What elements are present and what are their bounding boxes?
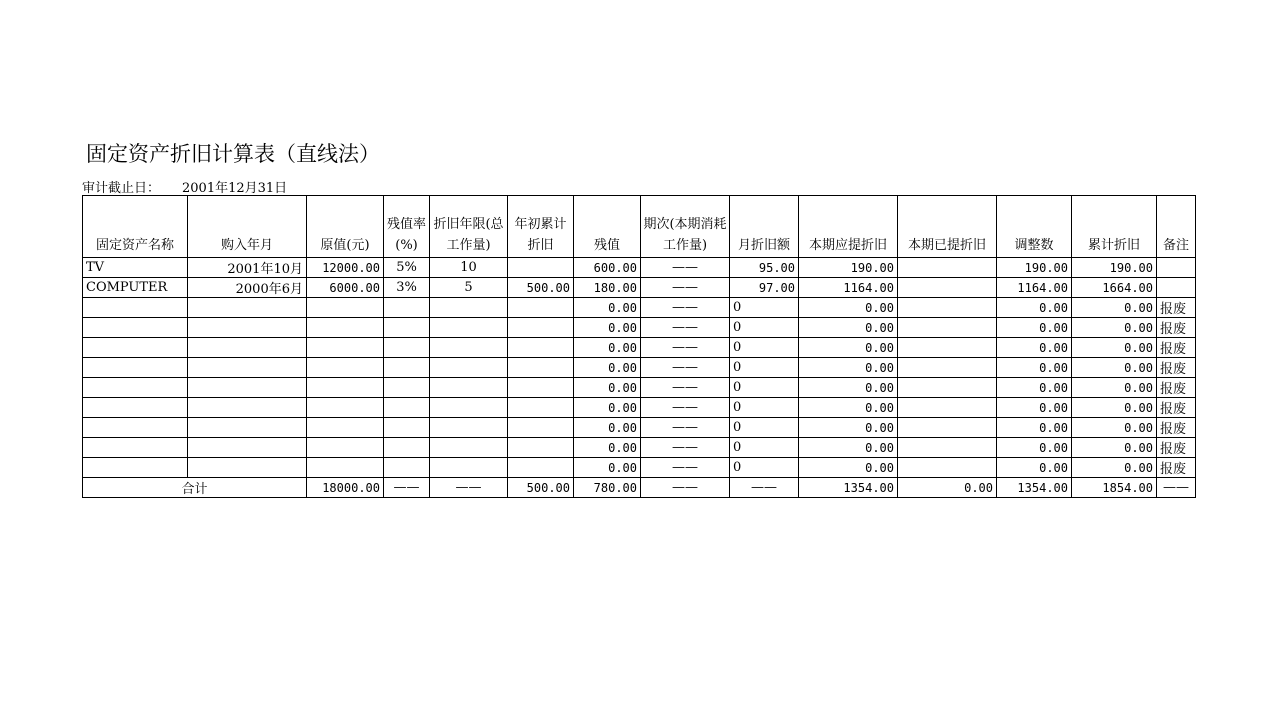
total-cell: ——: [1157, 478, 1196, 498]
table-cell: [898, 358, 997, 378]
header-cell: 备注: [1157, 196, 1196, 258]
table-cell: 0.00: [574, 398, 641, 418]
table-cell: [188, 378, 307, 398]
table-cell: 报废: [1157, 458, 1196, 478]
table-cell: 0.00: [574, 438, 641, 458]
table-cell: [898, 278, 997, 298]
table-cell: [83, 458, 188, 478]
table-cell: [508, 358, 574, 378]
table-cell: 报废: [1157, 298, 1196, 318]
table-row: [83, 418, 1196, 438]
table-cell: 0.00: [1072, 358, 1157, 378]
table-cell: 6000.00: [307, 278, 384, 298]
header-cell: 原值(元): [307, 196, 384, 258]
table-cell: 0.00: [1072, 418, 1157, 438]
table-row: [83, 378, 1196, 398]
table-cell: [508, 318, 574, 338]
page-title: 固定资产折旧计算表（直线法）: [86, 142, 380, 166]
table-cell: 190.00: [799, 258, 898, 278]
total-cell: 1354.00: [799, 478, 898, 498]
table-cell: [384, 318, 430, 338]
table-cell: 0.00: [1072, 398, 1157, 418]
table-cell: [307, 418, 384, 438]
table-cell: 0: [730, 458, 799, 478]
table-cell: [898, 298, 997, 318]
total-label: 合计: [83, 478, 307, 498]
total-cell: 780.00: [574, 478, 641, 498]
header-cell: 折旧年限(总工作量): [430, 196, 508, 258]
table-cell: [307, 318, 384, 338]
table-cell: 0.00: [1072, 438, 1157, 458]
table-row: [83, 298, 1196, 318]
table-cell: [430, 318, 508, 338]
header-cell: 残值: [574, 196, 641, 258]
table-cell: 2000年6月: [188, 278, 307, 298]
table-cell: 报废: [1157, 358, 1196, 378]
table-cell: 0.00: [574, 378, 641, 398]
table-cell: 报废: [1157, 438, 1196, 458]
table-row: [83, 358, 1196, 378]
total-cell: ——: [641, 478, 730, 498]
header-cell: 本期应提折旧: [799, 196, 898, 258]
table-cell: [1157, 278, 1196, 298]
table-cell: 5%: [384, 258, 430, 278]
header-cell: 月折旧额: [730, 196, 799, 258]
table-cell: 0.00: [997, 338, 1072, 358]
table-cell: [307, 358, 384, 378]
table-cell: [430, 438, 508, 458]
table-cell: COMPUTER: [83, 278, 188, 298]
table-cell: [1157, 258, 1196, 278]
total-cell: ——: [730, 478, 799, 498]
table-cell: [508, 398, 574, 418]
table-cell: ——: [641, 378, 730, 398]
table-row: [83, 398, 1196, 418]
table-cell: 0.00: [799, 458, 898, 478]
table-cell: 0.00: [799, 438, 898, 458]
table-cell: [898, 258, 997, 278]
audit-date-label: 审计截止日：: [82, 181, 161, 196]
table-cell: 600.00: [574, 258, 641, 278]
table-cell: 95.00: [730, 258, 799, 278]
table-cell: [384, 458, 430, 478]
header-cell: 年初累计折旧: [508, 196, 574, 258]
table-cell: 0.00: [997, 458, 1072, 478]
table-cell: 190.00: [1072, 258, 1157, 278]
table-cell: 0.00: [799, 378, 898, 398]
table-cell: 0.00: [997, 438, 1072, 458]
table-cell: [430, 458, 508, 478]
table-cell: 0.00: [799, 298, 898, 318]
table-row: [83, 278, 1196, 298]
table-cell: [384, 378, 430, 398]
table-cell: [430, 378, 508, 398]
table-row: [83, 338, 1196, 358]
total-cell: ——: [384, 478, 430, 498]
header-cell: 本期已提折旧: [898, 196, 997, 258]
table-cell: [188, 438, 307, 458]
table-cell: 报废: [1157, 398, 1196, 418]
table-cell: 0.00: [997, 298, 1072, 318]
audit-date-line: [82, 177, 287, 196]
table-cell: 报废: [1157, 338, 1196, 358]
table-cell: 0: [730, 318, 799, 338]
table-cell: [188, 338, 307, 358]
total-cell: 18000.00: [307, 478, 384, 498]
table-cell: ——: [641, 298, 730, 318]
table-cell: [508, 458, 574, 478]
table-cell: 10: [430, 258, 508, 278]
table-cell: [898, 338, 997, 358]
table-cell: 5: [430, 278, 508, 298]
table-cell: 0.00: [799, 418, 898, 438]
table-cell: [384, 298, 430, 318]
table-cell: 0: [730, 378, 799, 398]
table-cell: [83, 378, 188, 398]
table-cell: 1164.00: [997, 278, 1072, 298]
table-cell: [307, 438, 384, 458]
table-cell: 0.00: [799, 318, 898, 338]
table-cell: ——: [641, 418, 730, 438]
table-cell: [430, 358, 508, 378]
table-cell: [188, 318, 307, 338]
table-cell: 1664.00: [1072, 278, 1157, 298]
table-cell: [307, 378, 384, 398]
table-cell: [898, 418, 997, 438]
audit-date-value: 2001年12月31日: [182, 181, 288, 196]
table-cell: 0.00: [574, 318, 641, 338]
total-cell: 1854.00: [1072, 478, 1157, 498]
table-cell: 180.00: [574, 278, 641, 298]
depreciation-table: [82, 195, 1196, 498]
table-cell: 0.00: [574, 338, 641, 358]
table-cell: [384, 398, 430, 418]
table-cell: [430, 338, 508, 358]
table-cell: 0.00: [574, 298, 641, 318]
table-cell: 0.00: [574, 458, 641, 478]
table-cell: [83, 398, 188, 418]
table-cell: 0.00: [574, 358, 641, 378]
table-cell: TV: [83, 258, 188, 278]
table-cell: [898, 438, 997, 458]
total-cell: 500.00: [508, 478, 574, 498]
header-row: [83, 196, 1196, 258]
table-cell: [83, 418, 188, 438]
header-cell: 购入年月: [188, 196, 307, 258]
total-cell: 0.00: [898, 478, 997, 498]
table-cell: [898, 378, 997, 398]
table-cell: [188, 358, 307, 378]
table-cell: 0.00: [799, 338, 898, 358]
header-cell: 残值率(%): [384, 196, 430, 258]
table-row: [83, 258, 1196, 278]
table-cell: 0.00: [574, 418, 641, 438]
table-cell: [83, 298, 188, 318]
table-cell: 报废: [1157, 378, 1196, 398]
table-cell: [188, 398, 307, 418]
total-cell: 1354.00: [997, 478, 1072, 498]
table-cell: [508, 438, 574, 458]
table-cell: [384, 338, 430, 358]
table-cell: [188, 458, 307, 478]
table-cell: 0: [730, 398, 799, 418]
table-cell: ——: [641, 258, 730, 278]
table-cell: [83, 338, 188, 358]
table-cell: [307, 398, 384, 418]
table-cell: 0.00: [997, 358, 1072, 378]
table-cell: 0.00: [997, 378, 1072, 398]
total-row: [83, 478, 1196, 498]
table-cell: 0: [730, 358, 799, 378]
table-cell: 97.00: [730, 278, 799, 298]
table-cell: 0.00: [997, 418, 1072, 438]
table-cell: 3%: [384, 278, 430, 298]
table-cell: 0.00: [1072, 378, 1157, 398]
table-cell: 0.00: [997, 318, 1072, 338]
header-cell: 固定资产名称: [83, 196, 188, 258]
table-row: [83, 438, 1196, 458]
table-cell: ——: [641, 278, 730, 298]
table-cell: 报废: [1157, 318, 1196, 338]
table-cell: 0: [730, 338, 799, 358]
table-cell: [430, 398, 508, 418]
table-cell: [430, 298, 508, 318]
table-cell: [384, 418, 430, 438]
table-cell: 0.00: [799, 358, 898, 378]
table-cell: 190.00: [997, 258, 1072, 278]
table-cell: 0.00: [1072, 318, 1157, 338]
table-cell: 0.00: [997, 398, 1072, 418]
table-cell: [508, 298, 574, 318]
table-cell: [83, 438, 188, 458]
table-cell: [508, 378, 574, 398]
table-cell: 500.00: [508, 278, 574, 298]
table-cell: 0.00: [1072, 338, 1157, 358]
table-cell: 0.00: [799, 398, 898, 418]
table-cell: ——: [641, 458, 730, 478]
table-cell: [898, 458, 997, 478]
table-cell: ——: [641, 358, 730, 378]
table-cell: [307, 338, 384, 358]
table-cell: [508, 338, 574, 358]
table-cell: [83, 318, 188, 338]
table-cell: ——: [641, 438, 730, 458]
table-cell: 1164.00: [799, 278, 898, 298]
table-row: [83, 318, 1196, 338]
table-cell: 2001年10月: [188, 258, 307, 278]
header-cell: 累计折旧: [1072, 196, 1157, 258]
header-cell: 调整数: [997, 196, 1072, 258]
table-cell: 0.00: [1072, 458, 1157, 478]
table-cell: [307, 298, 384, 318]
table-cell: [307, 458, 384, 478]
table-cell: 12000.00: [307, 258, 384, 278]
header-cell: 期次(本期消耗工作量): [641, 196, 730, 258]
table-cell: [384, 438, 430, 458]
table-cell: [508, 258, 574, 278]
table-cell: 0: [730, 298, 799, 318]
table-cell: 0: [730, 438, 799, 458]
table-cell: [83, 358, 188, 378]
table-row: [83, 458, 1196, 478]
table-cell: ——: [641, 398, 730, 418]
table-cell: [508, 418, 574, 438]
table-cell: [898, 318, 997, 338]
table-cell: ——: [641, 318, 730, 338]
table-cell: ——: [641, 338, 730, 358]
table-cell: 0.00: [1072, 298, 1157, 318]
table-cell: 0: [730, 418, 799, 438]
table-cell: [430, 418, 508, 438]
table-cell: [898, 398, 997, 418]
table-cell: 报废: [1157, 418, 1196, 438]
table-cell: [188, 418, 307, 438]
table-cell: [384, 358, 430, 378]
table-cell: [188, 298, 307, 318]
total-cell: ——: [430, 478, 508, 498]
